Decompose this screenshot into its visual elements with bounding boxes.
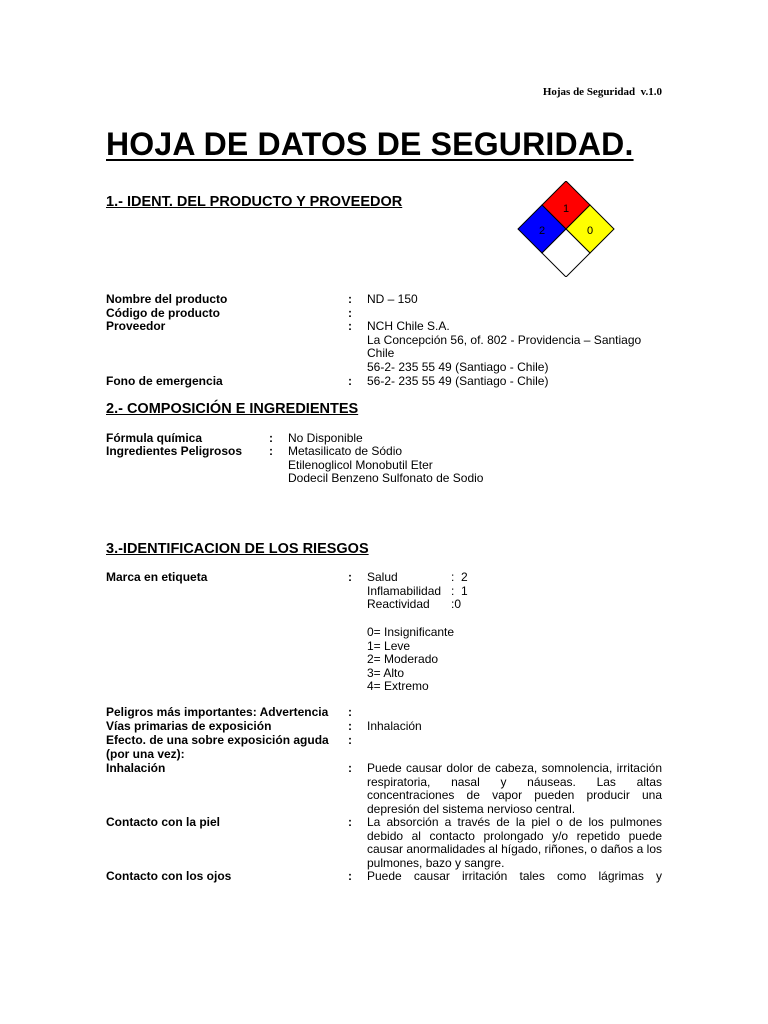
field-colon: : — [348, 761, 352, 775]
field-value: 56-2- 235 55 49 (Santiago - Chile) — [367, 374, 549, 388]
field-label: Proveedor — [106, 319, 166, 333]
field-label: Fórmula química — [106, 431, 203, 445]
supplier-name: NCH Chile S.A. — [367, 319, 450, 333]
field-colon: : — [348, 733, 352, 747]
field-colon: : — [348, 319, 352, 333]
scale-item: 1= Leve — [367, 638, 411, 653]
field-colon: : — [348, 869, 352, 883]
field-value: La absorción a través de la piel o de los pulmones debido al contacto prolongado y/o repetido puede causar anormalidades al hígado, riñones, o daños a los pulmones, bazo y sangre. — [367, 815, 662, 870]
field-colon: : — [269, 431, 273, 445]
ingredient-item: Dodecil Benzeno Sulfonato de Sodio — [288, 471, 484, 486]
scale-item: 2= Moderado — [367, 652, 439, 667]
ingredient-item: Metasilicato de Sódio — [288, 444, 403, 458]
reactivity-rating: 0 — [586, 225, 594, 237]
field-label: Ingredientes Peligrosos — [106, 444, 243, 458]
field-colon: : — [269, 444, 273, 458]
field-value: Inhalación — [367, 719, 422, 733]
field-label: Nombre del producto — [106, 292, 228, 306]
scale-item: 4= Extremo — [367, 679, 429, 694]
supplier-phone: 56-2- 235 55 49 (Santiago - Chile) — [367, 359, 549, 374]
flammability-rating: 1 — [562, 203, 570, 215]
field-colon: : — [348, 374, 352, 388]
field-colon: : — [348, 292, 352, 306]
field-colon: : — [348, 719, 352, 733]
supplier-country: Chile — [367, 346, 395, 361]
field-label: Peligros más importantes: Advertencia — [106, 705, 329, 719]
field-label: Inhalación — [106, 761, 166, 775]
field-colon: : — [348, 570, 352, 584]
field-label: Marca en etiqueta — [106, 570, 208, 584]
field-value: ND – 150 — [367, 292, 418, 306]
field-label: Contacto con los ojos — [106, 869, 232, 883]
field-label: Código de producto — [106, 306, 220, 320]
section-1-title: 1.- IDENT. DEL PRODUCTO Y PROVEEDOR — [106, 194, 403, 210]
field-colon: : — [348, 705, 352, 719]
rating-flammability: Inflamabilidad : 1 — [367, 583, 468, 598]
field-value: Puede causar irritación tales como lágrimas y — [367, 869, 662, 883]
rating-reactivity: Reactividad :0 — [367, 597, 462, 612]
field-label-continued: (por una vez): — [106, 746, 185, 761]
field-label: Contacto con la piel — [106, 815, 221, 829]
section-2-title: 2.- COMPOSICIÓN E INGREDIENTES — [106, 401, 359, 417]
ingredient-item: Etilenoglicol Monobutil Eter — [288, 457, 433, 472]
field-label: Fono de emergencia — [106, 374, 223, 388]
page-title: HOJA DE DATOS DE SEGURIDAD. — [106, 126, 634, 162]
scale-item: 0= Insignificante — [367, 625, 455, 639]
field-value: Puede causar dolor de cabeza, somnolencia, irritación respiratoria, nasal y náuseas. Las altas concentraciones de vapor pueden producir una depresión del sistema nervioso central. — [367, 761, 662, 816]
nfpa-hazard-diamond — [513, 181, 619, 277]
field-colon: : — [348, 306, 352, 320]
section-3-title: 3.-IDENTIFICACION DE LOS RIESGOS — [106, 541, 369, 557]
field-label: Efecto. de una sobre exposición aguda — [106, 733, 329, 747]
health-rating: 2 — [538, 225, 546, 237]
supplier-address: La Concepción 56, of. 802 - Providencia – Santiago — [367, 332, 642, 347]
rating-health: Salud : 2 — [367, 570, 468, 584]
field-value: No Disponible — [288, 431, 363, 445]
scale-item: 3= Alto — [367, 665, 405, 680]
document-version-header: Hojas de Seguridad v.1.0 — [542, 86, 662, 98]
field-colon: : — [348, 815, 352, 829]
field-label: Vías primarias de exposición — [106, 719, 272, 733]
